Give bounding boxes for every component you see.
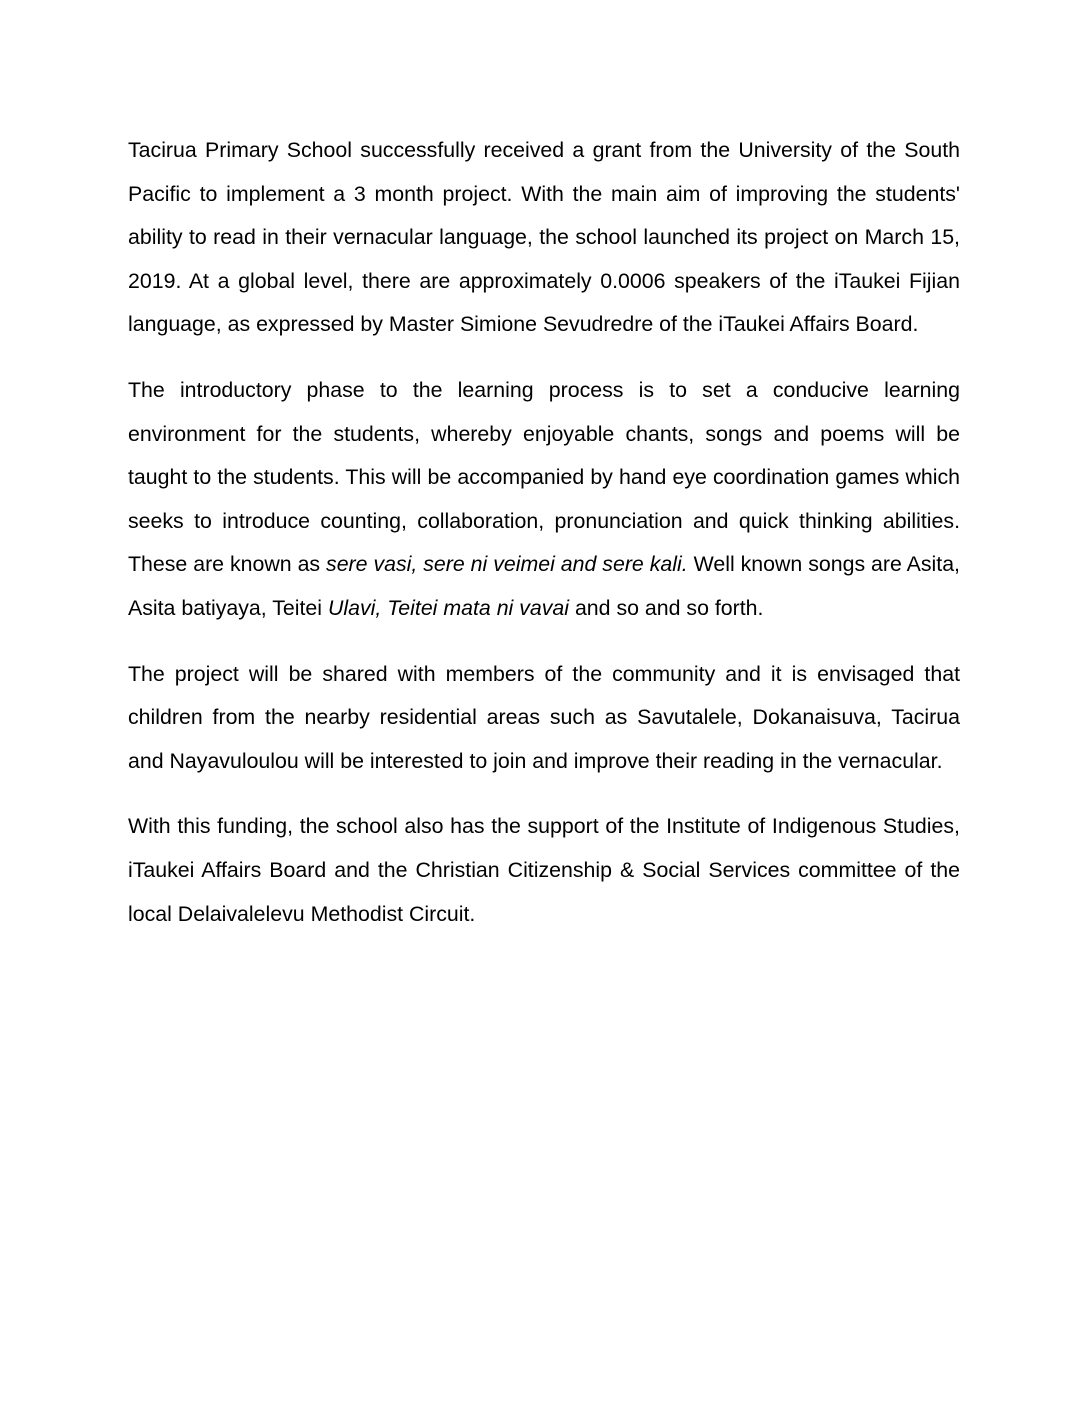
text-run: The project will be shared with members of the community and it is envisaged that children from the nearby residential areas such as Savutalele, Dokanaisuva, Tacirua and Nayavuloulou will be interested to join and improve their reading in the vernacular. [128,661,960,773]
text-run-italic: sere vasi, sere ni veimei and sere kali. [326,552,688,577]
document-body [128,129,960,936]
paragraph-community-sharing [128,653,960,784]
text-run: Tacirua Primary School successfully received a grant from the University of the South Pacific to implement a 3 month project. With the main aim of improving the students' ability to read in their vernacular language, the school launched its project on March 15, 2019. At a global level, there are approximately 0.0006 speakers of the iTaukei Fijian language, as expressed by Master Simione Sevudredre of the iTaukei Affairs Board. [128,138,960,337]
text-run: With this funding, the school also has the support of the Institute of Indigenous Studies, iTaukei Affairs Board and the Christian Citizenship & Social Services committee of the local Delaivalelevu Methodist Circuit. [128,814,960,926]
text-run: and so and so forth. [569,595,764,620]
paragraph-grant-announcement [128,129,960,347]
text-run-italic: Ulavi, Teitei mata ni vavai [327,595,570,620]
text-run: The introductory phase to the learning process is to set a conducive learning environment for the students, whereby enjoyable chants, songs and poems will be taught to the students. This will be accompanied by hand eye coordination games which seeks to introduce counting, collaboration, pronunciation and quick thinking abilities. These are known as [128,377,960,577]
paragraph-introductory-phase [128,369,960,631]
text-run: Well known songs are Asita, Asita batiyaya, Teitei [128,552,960,620]
paragraph-funding-support [128,805,960,936]
